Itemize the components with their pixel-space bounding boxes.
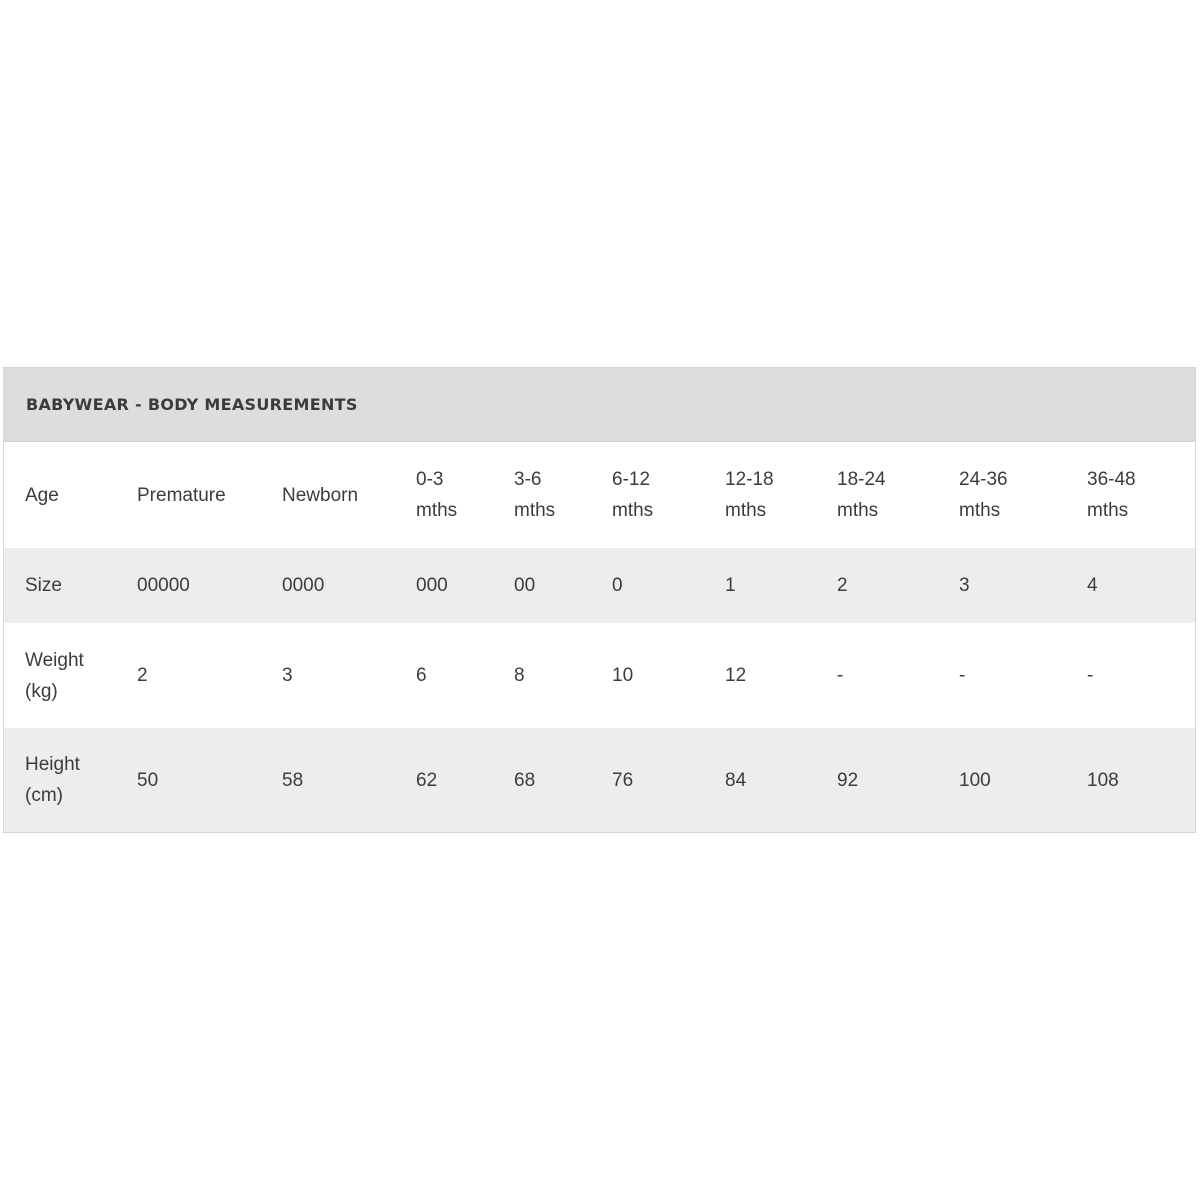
cell-text: 18-24 bbox=[837, 469, 886, 490]
table-cell bbox=[137, 442, 282, 548]
cell-text: 108 bbox=[1087, 769, 1119, 791]
cell-text: 6 bbox=[416, 665, 427, 686]
table-cell bbox=[959, 728, 1087, 832]
row-label-line: Height bbox=[25, 754, 80, 775]
table-cell bbox=[837, 548, 959, 623]
cell-text: mths bbox=[612, 500, 654, 521]
cell-text: 00 bbox=[514, 575, 536, 596]
row-label-line: Weight bbox=[25, 649, 84, 671]
cell-text: 50 bbox=[137, 769, 159, 791]
cell-text: 100 bbox=[959, 769, 991, 791]
cell-text: 8 bbox=[514, 665, 525, 686]
table-cell bbox=[837, 623, 959, 728]
cell-text: mths bbox=[959, 500, 1001, 521]
cell-text: 3-6 bbox=[514, 469, 542, 490]
table-cell bbox=[959, 548, 1087, 623]
cell-text: mths bbox=[514, 500, 556, 521]
cell-text: 2 bbox=[137, 665, 148, 686]
cell-text: 12-18 bbox=[725, 469, 774, 490]
table-cell bbox=[959, 442, 1087, 548]
table-cell bbox=[612, 548, 725, 623]
table-cell bbox=[514, 623, 612, 728]
table-cell bbox=[612, 442, 725, 548]
measurements-table bbox=[4, 442, 1195, 832]
cell-text: 3 bbox=[282, 665, 293, 686]
cell-text: 000 bbox=[416, 575, 448, 596]
table-cell bbox=[514, 548, 612, 623]
table-cell bbox=[612, 728, 725, 832]
table-cell bbox=[282, 442, 416, 548]
table-cell bbox=[725, 548, 837, 623]
cell-text: Premature bbox=[137, 484, 226, 506]
cell-text: 68 bbox=[514, 769, 536, 791]
cell-text: 58 bbox=[282, 769, 304, 791]
table-cell bbox=[416, 442, 514, 548]
cell-text: 84 bbox=[725, 769, 747, 791]
table-title: BABYWEAR - BODY MEASUREMENTS bbox=[26, 395, 358, 414]
table-cell bbox=[1087, 623, 1195, 728]
weight-row bbox=[4, 623, 1195, 728]
cell-text: 0000 bbox=[282, 575, 325, 596]
table-cell bbox=[137, 728, 282, 832]
table-cell bbox=[612, 623, 725, 728]
row-label-line: Size bbox=[25, 575, 62, 596]
table-cell bbox=[514, 442, 612, 548]
cell-text: - bbox=[959, 665, 966, 686]
row-label bbox=[4, 548, 137, 623]
row-label bbox=[4, 442, 137, 548]
cell-text: 3 bbox=[959, 575, 970, 596]
cell-text: - bbox=[1087, 665, 1094, 686]
table-cell bbox=[837, 442, 959, 548]
table-cell bbox=[416, 548, 514, 623]
cell-text: mths bbox=[725, 500, 767, 521]
cell-text: 76 bbox=[612, 769, 634, 791]
size-row bbox=[4, 548, 1195, 623]
table-cell bbox=[137, 548, 282, 623]
table-header-bar bbox=[4, 368, 1195, 442]
row-label-line: Age bbox=[25, 484, 59, 506]
table-cell bbox=[1087, 442, 1195, 548]
cell-text: 12 bbox=[725, 665, 747, 686]
cell-text: 36-48 bbox=[1087, 469, 1136, 490]
cell-text: 1 bbox=[725, 575, 736, 596]
row-label-line: (cm) bbox=[25, 785, 63, 806]
row-label bbox=[4, 623, 137, 728]
table-cell bbox=[1087, 728, 1195, 832]
height-row bbox=[4, 728, 1195, 832]
table-cell bbox=[282, 728, 416, 832]
cell-text: 6-12 bbox=[612, 469, 651, 490]
cell-text: 00000 bbox=[137, 575, 190, 596]
cell-text: Newborn bbox=[282, 484, 359, 506]
cell-text: 0 bbox=[612, 575, 623, 596]
table-cell bbox=[416, 623, 514, 728]
table-cell bbox=[282, 548, 416, 623]
cell-text: mths bbox=[1087, 500, 1129, 521]
row-label bbox=[4, 728, 137, 832]
table-cell bbox=[725, 623, 837, 728]
cell-text: 4 bbox=[1087, 575, 1098, 596]
cell-text: 2 bbox=[837, 575, 848, 596]
table-cell bbox=[514, 728, 612, 832]
table-cell bbox=[137, 623, 282, 728]
table-cell bbox=[282, 623, 416, 728]
cell-text: 10 bbox=[612, 665, 634, 686]
table-cell bbox=[959, 623, 1087, 728]
cell-text: mths bbox=[416, 500, 458, 521]
table-cell bbox=[416, 728, 514, 832]
age-row bbox=[4, 442, 1195, 548]
row-label-line: (kg) bbox=[25, 680, 58, 702]
cell-text: mths bbox=[837, 500, 879, 521]
table-cell bbox=[725, 728, 837, 832]
cell-text: - bbox=[837, 665, 844, 686]
cell-text: 62 bbox=[416, 769, 438, 791]
size-guide-table-container bbox=[3, 367, 1196, 833]
cell-text: 92 bbox=[837, 769, 859, 791]
table-cell bbox=[837, 728, 959, 832]
cell-text: 24-36 bbox=[959, 469, 1008, 490]
table-cell bbox=[725, 442, 837, 548]
cell-text: 0-3 bbox=[416, 469, 444, 490]
table-cell bbox=[1087, 548, 1195, 623]
